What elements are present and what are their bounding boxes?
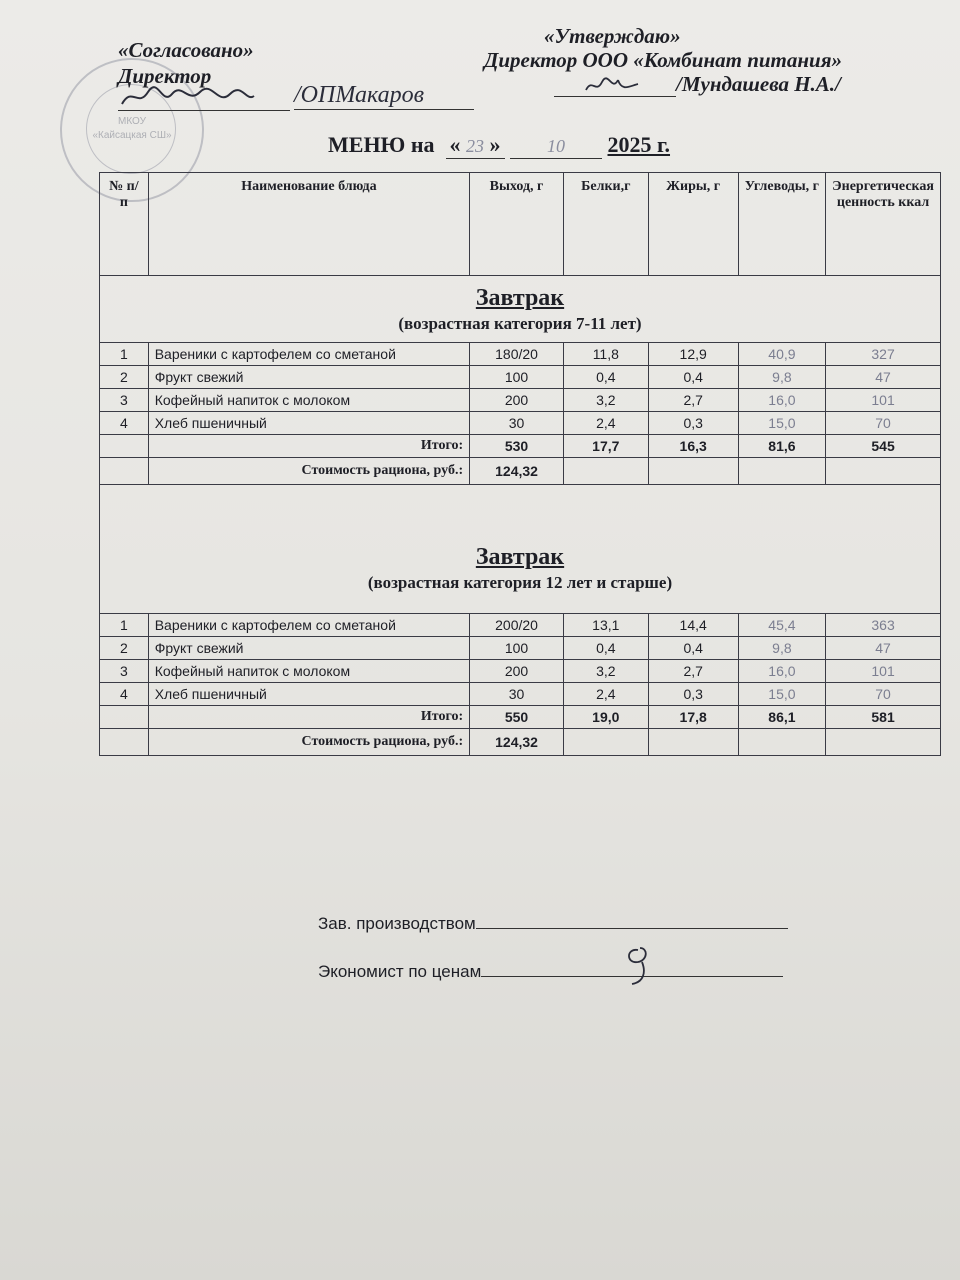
cell-number: 2 [100, 366, 149, 389]
cell-carbs: 15,0 [738, 683, 825, 706]
cell-energy: 70 [826, 683, 941, 706]
cell-protein: 3,2 [563, 660, 648, 683]
menu-date-year: 2025 г. [607, 132, 671, 157]
cell-energy: 327 [826, 343, 941, 366]
cell-carbs: 9,8 [738, 366, 825, 389]
menu-table [99, 172, 941, 756]
cell-number: 1 [100, 343, 149, 366]
cell-protein: 13,1 [563, 614, 648, 637]
cell-number: 2 [100, 637, 149, 660]
cost-value: 124,32 [470, 729, 564, 756]
table-row [100, 389, 941, 412]
table-header-row [100, 173, 941, 276]
cell-energy: 47 [826, 366, 941, 389]
cell-output: 200 [470, 660, 564, 683]
approve-label: «Утверждаю» [544, 24, 681, 48]
menu-title-prefix: МЕНЮ на [328, 132, 435, 157]
menu-date-day: « 23 » [446, 132, 505, 159]
total-output: 530 [470, 435, 564, 458]
cell-fat: 12,9 [648, 343, 738, 366]
total-label: Итого: [148, 706, 469, 729]
total-fat: 16,3 [648, 435, 738, 458]
menu-title [328, 132, 670, 159]
cell-fat: 2,7 [648, 660, 738, 683]
cell-output: 200 [470, 389, 564, 412]
table-row [100, 637, 941, 660]
cell-energy: 47 [826, 637, 941, 660]
col-header-protein: Белки,г [563, 173, 648, 276]
table-row [100, 614, 941, 637]
cell-number: 1 [100, 614, 149, 637]
cell-protein: 0,4 [563, 366, 648, 389]
director-sign-line [118, 110, 290, 111]
total-carbs: 86,1 [738, 706, 825, 729]
cell-protein: 2,4 [563, 412, 648, 435]
cost-value: 124,32 [470, 458, 564, 485]
cell-dish: Кофейный напиток с молоком [148, 389, 469, 412]
cell-dish: Фрукт свежий [148, 637, 469, 660]
total-carbs: 81,6 [738, 435, 825, 458]
cell-fat: 0,3 [648, 683, 738, 706]
cell-carbs: 16,0 [738, 660, 825, 683]
table-row [100, 366, 941, 389]
cell-fat: 0,4 [648, 637, 738, 660]
table-row [100, 412, 941, 435]
menu-date-month: 10 [510, 132, 602, 159]
cell-number: 4 [100, 412, 149, 435]
col-header-dish: Наименование блюда [148, 173, 469, 276]
cell-dish: Вареники с картофелем со сметаной [148, 343, 469, 366]
cell-output: 100 [470, 637, 564, 660]
cell-dish: Кофейный напиток с молоком [148, 660, 469, 683]
col-header-number: № п/п [100, 173, 149, 276]
cell-energy: 70 [826, 412, 941, 435]
col-header-energy: Энергетическая ценность ккал [826, 173, 941, 276]
production-manager-label: Зав. производством [318, 914, 476, 933]
cell-number: 3 [100, 389, 149, 412]
stamp-line-2: «Кайсацкая СШ» [92, 130, 172, 141]
cell-dish: Вареники с картофелем со сметаной [148, 614, 469, 637]
section-header-row [100, 276, 941, 343]
cell-dish: Хлеб пшеничный [148, 412, 469, 435]
cell-protein: 11,8 [563, 343, 648, 366]
total-row [100, 706, 941, 729]
cell-fat: 2,7 [648, 389, 738, 412]
economist-signature [618, 942, 662, 988]
table-row [100, 343, 941, 366]
cell-energy: 101 [826, 660, 941, 683]
cell-protein: 2,4 [563, 683, 648, 706]
cost-row [100, 729, 941, 756]
cell-number: 4 [100, 683, 149, 706]
total-output: 550 [470, 706, 564, 729]
approver-signature [582, 72, 642, 98]
cell-dish: Фрукт свежий [148, 366, 469, 389]
col-header-output: Выход, г [470, 173, 564, 276]
col-header-fat: Жиры, г [648, 173, 738, 276]
cell-fat: 0,3 [648, 412, 738, 435]
section-title: Завтрак [475, 544, 565, 570]
cell-output: 30 [470, 683, 564, 706]
production-manager-line [318, 914, 788, 934]
agreed-signatory: /ОПМакаров [294, 82, 474, 110]
cell-protein: 0,4 [563, 637, 648, 660]
total-protein: 19,0 [563, 706, 648, 729]
approve-name: /Мундашева Н.А./ [676, 72, 841, 96]
table-row [100, 683, 941, 706]
cell-output: 100 [470, 366, 564, 389]
cell-carbs: 15,0 [738, 412, 825, 435]
approver-sign-line [554, 96, 676, 97]
total-row [100, 435, 941, 458]
cell-number: 3 [100, 660, 149, 683]
cell-fat: 0,4 [648, 366, 738, 389]
cell-carbs: 40,9 [738, 343, 825, 366]
agreed-role: Директор [118, 64, 212, 88]
total-label: Итого: [148, 435, 469, 458]
total-fat: 17,8 [648, 706, 738, 729]
cell-energy: 101 [826, 389, 941, 412]
table-row [100, 660, 941, 683]
economist-line [318, 962, 783, 982]
economist-label: Экономист по ценам [318, 962, 482, 981]
total-energy: 581 [826, 706, 941, 729]
cost-label: Стоимость рациона, руб.: [148, 729, 469, 756]
total-protein: 17,7 [563, 435, 648, 458]
cell-output: 180/20 [470, 343, 564, 366]
cell-carbs: 9,8 [738, 637, 825, 660]
col-header-carbs: Углеводы, г [738, 173, 825, 276]
cell-energy: 363 [826, 614, 941, 637]
cost-label: Стоимость рациона, руб.: [148, 458, 469, 485]
cost-row [100, 458, 941, 485]
cell-carbs: 16,0 [738, 389, 825, 412]
agreed-label: «Согласовано» [118, 38, 254, 62]
stamp-line-1: МКОУ [118, 116, 146, 127]
cell-output: 30 [470, 412, 564, 435]
cell-dish: Хлеб пшеничный [148, 683, 469, 706]
approve-role: Директор ООО «Комбинат питания» [484, 48, 843, 72]
cell-protein: 3,2 [563, 389, 648, 412]
section-subtitle: (возрастная категория 12 лет и старше) [367, 573, 673, 592]
cell-output: 200/20 [470, 614, 564, 637]
section-header-row [100, 485, 941, 614]
section-subtitle: (возрастная категория 7-11 лет) [398, 313, 642, 333]
cell-fat: 14,4 [648, 614, 738, 637]
total-energy: 545 [826, 435, 941, 458]
cell-carbs: 45,4 [738, 614, 825, 637]
section-title: Завтрак [475, 284, 565, 311]
director-signature [118, 82, 258, 112]
